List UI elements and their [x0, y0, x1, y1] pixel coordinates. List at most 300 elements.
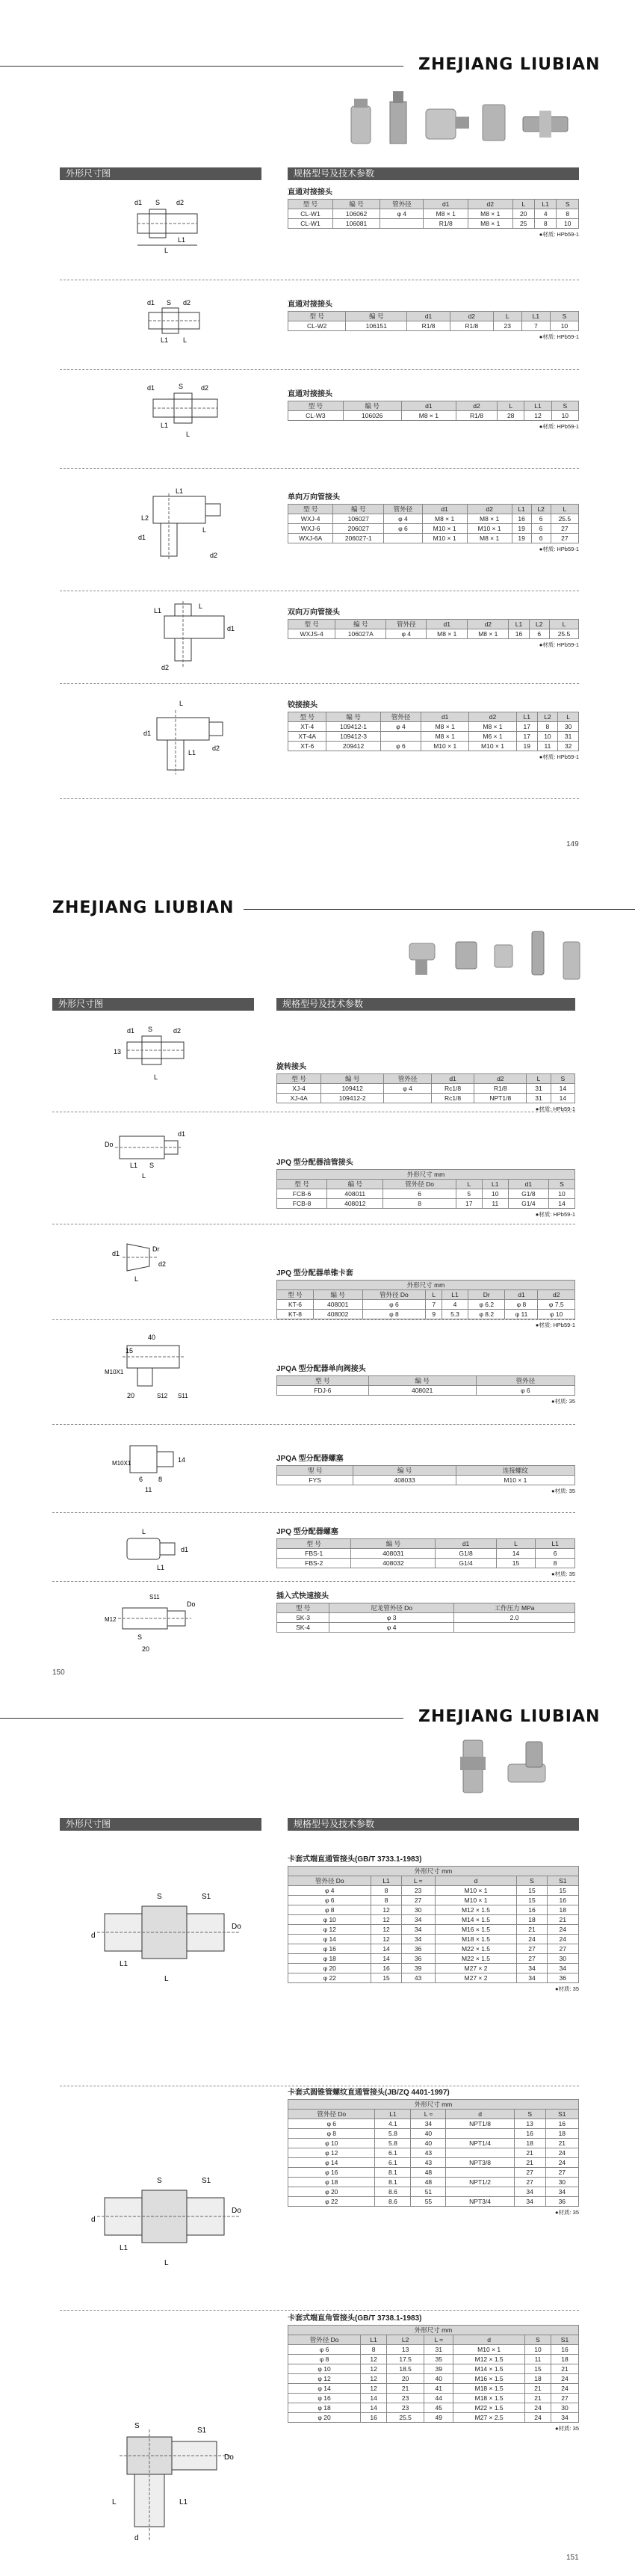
label-L: L	[199, 603, 203, 610]
table-cell: 15	[517, 1896, 547, 1905]
table-cell: M22 × 1.5	[453, 2403, 525, 2413]
column-header: L1	[361, 2335, 387, 2345]
table-row	[288, 2394, 579, 2403]
table-cell: 48	[411, 2168, 446, 2178]
column-header: 型 号	[288, 505, 333, 514]
table-cell: 12	[361, 2374, 387, 2384]
table-cell: φ 11	[505, 1310, 538, 1319]
table-cell: WXJ-6A	[288, 534, 333, 543]
table-row	[288, 1973, 579, 1983]
table-cell: φ 10	[288, 1915, 371, 1925]
material-note: ●材质: 35	[554, 2209, 579, 2216]
product-photo	[344, 84, 575, 155]
table-cell: φ 4	[329, 1623, 454, 1633]
label-L1: L1	[120, 2244, 128, 2252]
column-header: 型 号	[277, 1539, 351, 1549]
section-title: 铰接接头	[288, 701, 318, 709]
column-header: S	[551, 401, 578, 411]
table-cell: φ 4	[380, 722, 421, 732]
table-cell: φ 20	[288, 1964, 371, 1973]
label-15: 15	[126, 1347, 134, 1355]
label-d1: d1	[147, 299, 155, 306]
table-cell: 408001	[313, 1300, 362, 1310]
table-cell: 24	[545, 2148, 578, 2158]
table-cell: 21	[517, 1925, 547, 1935]
table-cell: 109412	[321, 1084, 384, 1094]
column-header: 编 号	[332, 200, 380, 209]
table-cell	[446, 2168, 514, 2178]
spec-table	[288, 712, 579, 751]
top-rule	[244, 909, 635, 910]
table-cell: 43	[411, 2148, 446, 2158]
table-cell: 17	[516, 722, 537, 732]
table-cell: 30	[551, 2403, 578, 2413]
drawing-ferrule-npt-straight	[90, 2160, 254, 2273]
table-cell: 6.1	[375, 2158, 411, 2168]
column-header: L1	[512, 505, 531, 514]
table-cell: M8 × 1	[468, 209, 512, 219]
column-header: 管外径 Do	[383, 1180, 456, 1189]
table-cell: R1/8	[456, 411, 498, 421]
table-cell: 27	[545, 2168, 578, 2178]
column-header: S	[517, 1876, 547, 1886]
table-cell: 24	[517, 1935, 547, 1944]
table-row	[288, 2374, 579, 2384]
drawing-single-cone-ferrule	[112, 1233, 179, 1286]
table-cell: 31	[527, 1094, 551, 1103]
table-cell: M22 × 1.5	[435, 1954, 517, 1964]
column-header: d1	[407, 312, 450, 321]
table-cell: 39	[424, 2364, 453, 2374]
right-header: 规格型号及技术参数	[288, 167, 579, 180]
table-cell: R1/8	[474, 1084, 527, 1094]
label-d2: d2	[210, 552, 218, 559]
table-cell: 32	[558, 742, 579, 751]
table-cell: 6.1	[375, 2148, 411, 2158]
section-divider	[60, 2310, 579, 2311]
label-d1: d1	[147, 384, 155, 392]
column-header: S	[550, 312, 578, 321]
column-header: d1	[505, 1290, 538, 1300]
table-row	[288, 2403, 579, 2413]
column-header: d2	[450, 312, 493, 321]
group-header: 外形尺寸 mm	[288, 2326, 579, 2335]
table-cell: 8.6	[375, 2187, 411, 2197]
label-d1: d1	[181, 1546, 189, 1553]
table-cell: 21	[551, 2364, 578, 2374]
table-cell: 14	[551, 1084, 574, 1094]
brand-title: ZHEJIANG LIUBIAN	[418, 1707, 601, 1726]
column-header: 管外径 Do	[288, 1876, 371, 1886]
table-cell: M18 × 1.5	[435, 1935, 517, 1944]
table-cell: CL-W1	[288, 209, 333, 219]
table-cell: φ 16	[288, 2168, 375, 2178]
column-header: 管外径	[384, 1074, 432, 1084]
column-header: d1	[431, 1074, 474, 1084]
table-cell: 14	[361, 2394, 387, 2403]
table-cell: 16	[371, 1964, 401, 1973]
label-L: L	[164, 247, 169, 254]
label-d1: d1	[134, 199, 143, 206]
table-cell: 23	[401, 1886, 435, 1896]
table-cell: φ 14	[288, 2384, 361, 2394]
page-number: 151	[566, 2554, 579, 2562]
table-cell: 31	[527, 1084, 551, 1094]
column-header: 编 号	[353, 1466, 456, 1476]
column-header: d1	[421, 712, 469, 722]
column-header: 型 号	[288, 401, 344, 411]
table-cell: G1/4	[436, 1559, 496, 1568]
table-cell: 17	[456, 1199, 482, 1209]
table-cell: 19	[512, 524, 531, 534]
column-header: L	[558, 712, 579, 722]
table-cell: φ 8.2	[468, 1310, 505, 1319]
column-header: d1	[401, 401, 456, 411]
column-header: d2	[468, 620, 509, 629]
column-header: 工作压力 MPa	[454, 1603, 575, 1613]
table-row	[288, 2148, 579, 2158]
table-cell: φ 12	[288, 2374, 361, 2384]
label-d2: d2	[176, 199, 185, 206]
brand-title: ZHEJIANG LIUBIAN	[52, 899, 235, 917]
table-cell: M10 × 1	[435, 1896, 517, 1905]
section-title: 直通对接接头	[288, 188, 332, 197]
label-d1: d1	[227, 625, 235, 632]
column-header: d2	[456, 401, 498, 411]
right-header: 规格型号及技术参数	[276, 998, 575, 1011]
section-title: 直通对接接头	[288, 390, 332, 398]
table-cell: 15	[371, 1973, 401, 1983]
table-cell: 5.3	[442, 1310, 468, 1319]
column-header: 编 号	[351, 1539, 436, 1549]
label-L: L	[202, 526, 207, 534]
label-Do: Do	[105, 1141, 114, 1148]
column-header: S	[551, 1074, 574, 1084]
label-d2: d2	[173, 1027, 182, 1035]
label-L: L	[142, 1528, 146, 1535]
table-cell: 9	[426, 1310, 442, 1319]
table-cell: 109412-3	[326, 732, 380, 742]
table-cell: 16	[517, 1905, 547, 1915]
label-40: 40	[148, 1334, 156, 1341]
table-row	[288, 2364, 579, 2374]
table-cell: φ 8	[505, 1300, 538, 1310]
table-cell: 11	[525, 2355, 551, 2364]
table-cell: φ 6	[288, 2345, 361, 2355]
table-cell: 8	[371, 1886, 401, 1896]
table-cell: FDJ-6	[277, 1386, 369, 1396]
section-title: 卡套式端直通管接头(GB/T 3733.1-1983)	[288, 1855, 422, 1864]
table-row	[288, 2158, 579, 2168]
label-L1: L1	[154, 607, 162, 614]
section-divider	[60, 468, 579, 469]
spec-table	[288, 2099, 579, 2207]
table-cell	[446, 2129, 514, 2139]
table-cell: 4	[442, 1300, 468, 1310]
table-cell: φ 12	[288, 1925, 371, 1935]
column-header: 编 号	[335, 620, 386, 629]
page-number: 149	[566, 840, 579, 848]
table-cell: M10 × 1	[453, 2345, 525, 2355]
table-cell: M18 × 1.5	[453, 2394, 525, 2403]
column-header: 管外径	[380, 712, 421, 722]
table-cell: M10 × 1	[422, 534, 467, 543]
column-header: L1	[521, 312, 550, 321]
table-cell: 36	[401, 1944, 435, 1954]
table-row	[277, 1623, 575, 1633]
label-d1: d1	[112, 1250, 120, 1257]
table-cell: M16 × 1.5	[435, 1925, 517, 1935]
material-note: ●材质: HPb59-1	[535, 1211, 575, 1218]
table-cell: 4	[534, 209, 556, 219]
column-header: 管外径 Do	[362, 1290, 426, 1300]
label-11: 11	[145, 1486, 152, 1494]
drawing-ferrule-elbow	[105, 2415, 254, 2549]
table-cell: 209412	[326, 742, 380, 751]
label-S11: S11	[149, 1594, 160, 1600]
table-cell: R1/8	[407, 321, 450, 331]
label-Do: Do	[187, 1600, 196, 1608]
table-cell: 25.5	[549, 629, 578, 639]
table-cell: M12 × 1.5	[435, 1905, 517, 1915]
table-cell: 44	[424, 2394, 453, 2403]
table-cell: 106026	[343, 411, 401, 421]
label-Do: Do	[232, 2207, 241, 2215]
table-cell: 12	[371, 1935, 401, 1944]
table-cell: 8	[534, 219, 556, 229]
table-cell: 18	[517, 1915, 547, 1925]
material-note: ●材质: HPb59-1	[535, 1322, 575, 1328]
column-header: S1	[551, 2335, 578, 2345]
drawing-straight-connector-3	[146, 380, 228, 440]
table-cell: 14	[496, 1549, 536, 1559]
table-cell: 25.5	[551, 514, 578, 524]
table-cell: 24	[545, 2158, 578, 2168]
table-cell: 27	[517, 1944, 547, 1954]
drawing-banjo-double	[149, 598, 247, 673]
table-row	[288, 1896, 579, 1905]
column-header: 型 号	[277, 1376, 369, 1386]
table-cell: 10	[537, 732, 558, 742]
table-cell: M8 × 1	[467, 514, 512, 524]
table-cell: 408032	[351, 1559, 436, 1568]
column-header: 型 号	[277, 1290, 314, 1300]
table-cell: 55	[411, 2197, 446, 2207]
column-header: L1	[482, 1180, 508, 1189]
column-header: L1	[442, 1290, 468, 1300]
column-header: d	[453, 2335, 525, 2345]
table-cell: 10	[525, 2345, 551, 2355]
table-row	[288, 2413, 579, 2423]
table-cell: 12	[361, 2384, 387, 2394]
drawing-rotary-joint	[112, 1024, 202, 1084]
table-cell: NPT1/4	[446, 2139, 514, 2148]
label-Do: Do	[224, 2453, 234, 2462]
table-cell: 18.5	[387, 2364, 424, 2374]
table-cell: G1/4	[508, 1199, 548, 1209]
material-note: ●材质: HPb59-1	[539, 546, 579, 552]
table-cell: CL-W1	[288, 219, 333, 229]
table-row	[288, 2119, 579, 2129]
table-cell: M8 × 1	[468, 219, 512, 229]
table-cell: φ 20	[288, 2413, 361, 2423]
group-header: 外形尺寸 mm	[288, 2100, 579, 2110]
table-row	[288, 1935, 579, 1944]
column-header: 管外径	[384, 505, 422, 514]
label-L2: L2	[141, 514, 149, 522]
section-divider	[60, 683, 579, 684]
table-cell: 13	[514, 2119, 545, 2129]
column-header: L	[496, 1539, 536, 1549]
table-cell: 51	[411, 2187, 446, 2197]
drawing-check-valve-joint	[105, 1331, 202, 1405]
table-cell: M14 × 1.5	[435, 1915, 517, 1925]
table-cell: 4.1	[375, 2119, 411, 2129]
table-cell: 20	[387, 2374, 424, 2384]
spec-table	[288, 504, 579, 543]
table-cell: 18	[514, 2139, 545, 2148]
table-cell: 18	[525, 2374, 551, 2384]
table-row	[288, 1964, 579, 1973]
table-cell: 8.6	[375, 2197, 411, 2207]
table-cell	[380, 219, 424, 229]
label-Do: Do	[232, 1923, 241, 1931]
material-note: ●材质: HPb59-1	[539, 641, 579, 648]
section-divider	[60, 369, 579, 370]
table-cell: 21	[525, 2394, 551, 2403]
label-d1: d1	[127, 1027, 135, 1035]
section-title: JPQ 型分配器单锥卡套	[276, 1269, 353, 1278]
material-note: ●材质: 35	[554, 1985, 579, 1992]
left-header: 外形尺寸图	[60, 1818, 261, 1831]
table-cell: 106081	[332, 219, 380, 229]
table-cell: 24	[547, 1925, 578, 1935]
table-row	[288, 1944, 579, 1954]
table-row	[288, 1886, 579, 1896]
table-cell: 8	[383, 1199, 456, 1209]
table-cell: 7	[426, 1300, 442, 1310]
table-cell: 5.8	[375, 2139, 411, 2148]
table-cell: 16	[509, 629, 529, 639]
table-cell: 12	[371, 1915, 401, 1925]
table-cell	[446, 2187, 514, 2197]
table-cell: 18	[551, 2355, 578, 2364]
table-cell: 24	[547, 1935, 578, 1944]
column-header: L	[527, 1074, 551, 1084]
column-header: L	[456, 1180, 482, 1189]
table-cell: 20	[512, 209, 534, 219]
label-L: L	[142, 1172, 146, 1180]
column-header: 管外径 Do	[288, 2335, 361, 2345]
table-row	[277, 1094, 575, 1103]
table-cell: 408031	[351, 1549, 436, 1559]
table-cell: 408011	[327, 1189, 383, 1199]
table-cell: 40	[424, 2374, 453, 2384]
table-cell: 36	[545, 2197, 578, 2207]
table-cell: M10 × 1	[435, 1886, 517, 1896]
column-header: S1	[545, 2110, 578, 2119]
column-header: 型 号	[288, 312, 346, 321]
label-L1: L1	[176, 487, 184, 495]
table-cell: 109412-2	[321, 1094, 384, 1103]
table-row	[277, 1386, 575, 1396]
spec-table	[288, 199, 579, 229]
table-cell: 2.0	[454, 1613, 575, 1623]
table-cell: 21	[514, 2158, 545, 2168]
table-cell: XT-4	[288, 722, 326, 732]
table-cell: 16	[361, 2413, 387, 2423]
left-header: 外形尺寸图	[60, 167, 261, 180]
table-cell: G1/8	[436, 1549, 496, 1559]
column-header: L2	[537, 712, 558, 722]
table-cell: 408012	[327, 1199, 383, 1209]
table-row	[277, 1084, 575, 1094]
table-cell: 6	[529, 629, 549, 639]
table-cell: 23	[387, 2394, 424, 2403]
label-Dr: Dr	[152, 1245, 160, 1253]
table-cell: M8 × 1	[424, 209, 468, 219]
column-header: S1	[547, 1876, 578, 1886]
table-cell: 34	[401, 1925, 435, 1935]
spec-section	[276, 1452, 575, 1495]
label-S12: S12	[157, 1393, 168, 1399]
table-cell: WXJ-4	[288, 514, 333, 524]
table-cell: NPT3/8	[446, 2158, 514, 2168]
label-L: L	[164, 1975, 169, 1983]
section-title: JPQA 型分配器单向阀接头	[276, 1365, 366, 1373]
table-cell: 10	[550, 321, 578, 331]
column-header: d1	[424, 200, 468, 209]
column-header: L1	[371, 1876, 401, 1886]
table-cell: 31	[424, 2345, 453, 2355]
table-cell: 408002	[313, 1310, 362, 1319]
table-cell: 12	[361, 2355, 387, 2364]
table-cell: 10	[551, 411, 578, 421]
table-cell: 109412-1	[326, 722, 380, 732]
table-cell: G1/8	[508, 1189, 548, 1199]
table-row	[288, 534, 579, 543]
column-header: S	[514, 2110, 545, 2119]
table-row	[277, 1549, 575, 1559]
label-L: L	[154, 1073, 158, 1081]
table-cell: 206027-1	[333, 534, 384, 543]
table-row	[288, 1925, 579, 1935]
table-cell: M12 × 1.5	[453, 2355, 525, 2364]
table-cell: 21	[514, 2148, 545, 2158]
column-header: 编 号	[333, 505, 384, 514]
table-cell: 8	[557, 209, 579, 219]
table-cell: M18 × 1.5	[453, 2384, 525, 2394]
table-cell: 27	[551, 534, 578, 543]
column-header: d1	[436, 1539, 496, 1549]
table-row	[277, 1476, 575, 1485]
label-L1: L1	[161, 422, 169, 429]
column-header: L1	[524, 401, 551, 411]
label-L: L	[186, 431, 190, 438]
table-row	[277, 1189, 575, 1199]
table-cell: SK-4	[277, 1623, 329, 1633]
table-cell: M8 × 1	[422, 514, 467, 524]
label-S: S	[157, 1893, 162, 1901]
table-cell: 30	[558, 722, 579, 732]
column-header: L1	[516, 712, 537, 722]
label-S11: S11	[178, 1393, 188, 1399]
table-cell: M8 × 1	[421, 722, 469, 732]
column-header: L1	[536, 1539, 575, 1549]
section-title: JPQ 型分配器螺塞	[276, 1528, 338, 1536]
label-S: S	[148, 1026, 153, 1033]
table-cell: 12	[371, 1905, 401, 1915]
